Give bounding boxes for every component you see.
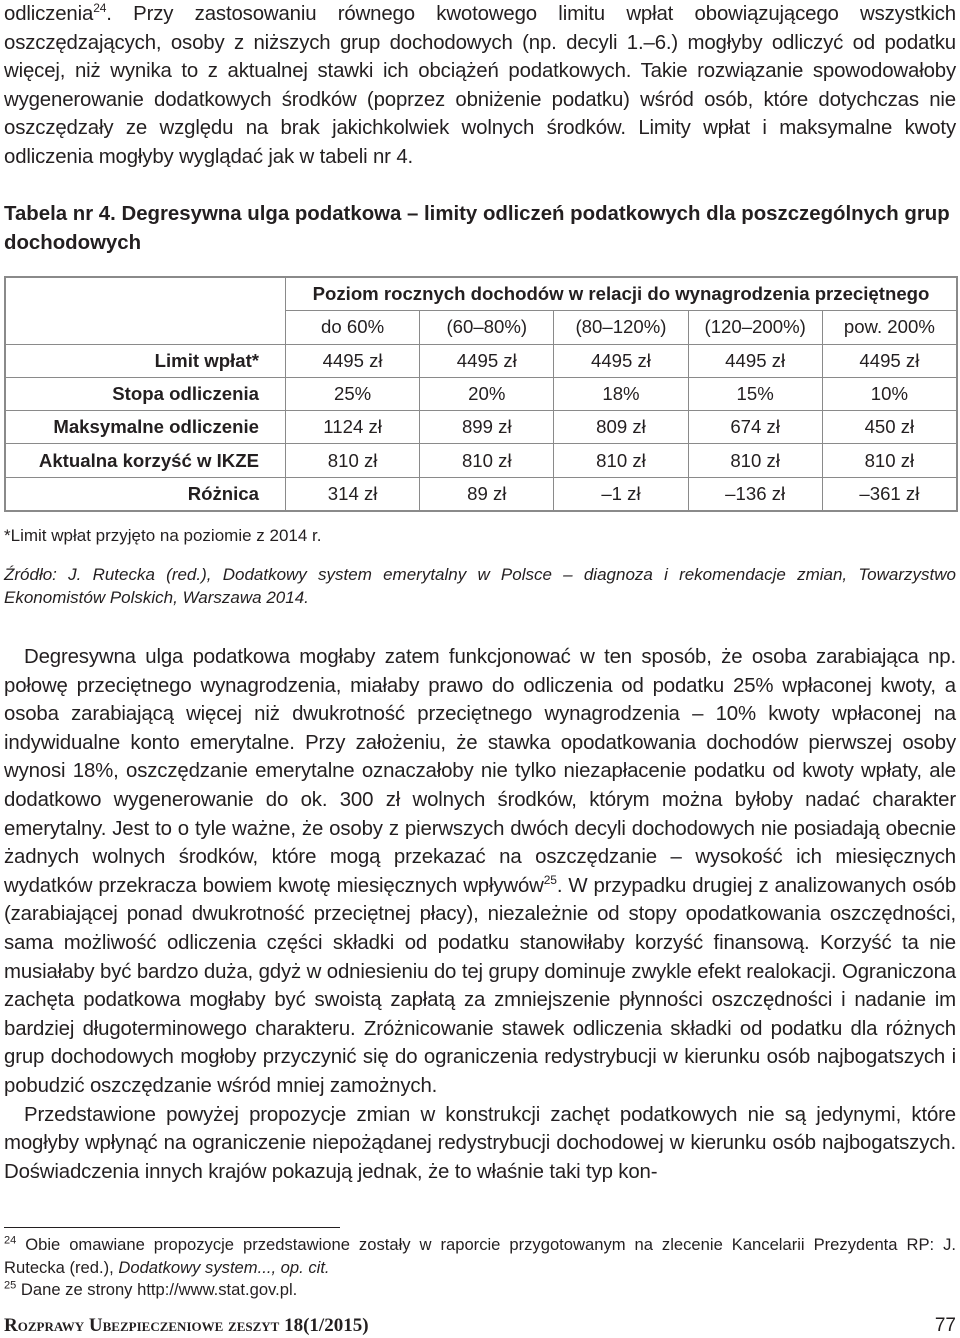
page-number: 77 bbox=[934, 1315, 956, 1336]
column-header: pow. 200% bbox=[822, 311, 956, 344]
paragraph-text: . W przypadku drugiej z analizowanych osób (zarabiającej ponad dwukrotność przeciętnej płacy), niezależnie od stopy opodatkowania oszczędności, sama możliwość odliczenia części składki od podatku stanowiłaby korzyść finansową. Korzyść ta nie musiałaby być bardzo duża, gdyż w odniesieniu do tej grupy dominuje zwykle efekt realokacji. Ograniczona zachęta podatkowa mogłaby być swoistą zapłatą za zmniejszenie płynności oszczędności i nadanie im bardziej długoterminowego charakteru. Zróżnicowanie stawek odliczenia składki od podatku dla różnych grup dochodowych mogłoby przyczynić się do ograniczenia redystrybucji w kierunku osób najbogatszych i pobudzić oszczędzanie wśród mniej zamożnych. bbox=[4, 874, 957, 1097]
table-cell: 10% bbox=[822, 377, 956, 410]
table-row bbox=[6, 377, 957, 410]
paragraph-text: Degresywna ulga podatkowa mogłaby zatem funkcjonować w ten sposób, że osoba zarabiająca np. połowę przeciętnego wynagrodzenia, miałaby prawo do odliczenia od podatku 25% wpłaconej kwoty, a osoba zarabiającą więcej niż dwukrotność przeciętnego wynagrodzenia – 10% kwoty wpłaconej na indywidualne konto emerytalne. Przy założeniu, że stawka opodatkowania dochodów pierwszej osoby wynosi 18%, oszczędzanie emerytalne oznaczałoby nie tylko niezapłacenie podatku od kwoty wpłaty, ale dodatkowo wygenerowanie do ok. 300 zł wolnych środków, którym można byłoby nadać charakter emerytalny. Jest to o tyle ważne, że osoby z pierwszych dwóch decyli dochodowych nie posiadają obecnie żadnych wolnych środków, które mogą przekazać na oszczędzanie – wysokość ich miesięcznych wydatków przekracza bowiem kwotę miesięcznych wpływów bbox=[4, 646, 956, 897]
table-cell: 450 zł bbox=[822, 411, 956, 444]
empty-corner-cell bbox=[6, 278, 286, 345]
footnote-divider bbox=[4, 1227, 340, 1228]
table-cell: 4495 zł bbox=[286, 344, 420, 377]
column-header: (60–80%) bbox=[420, 311, 554, 344]
table-cell: 809 zł bbox=[554, 411, 688, 444]
row-label: Maksymalne odliczenie bbox=[6, 411, 286, 444]
table-group-header-row bbox=[6, 278, 957, 311]
row-label: Aktualna korzyść w IKZE bbox=[6, 444, 286, 477]
running-footer bbox=[4, 1314, 956, 1338]
column-header: (120–200%) bbox=[688, 311, 822, 344]
table-cell: 810 zł bbox=[822, 444, 956, 477]
paragraph-text: . Przy zastosowaniu równego kwotowego limitu wpłat obowiązującego wszystkich oszczędzających, osoby z niższych grup dochodowych (np. decyli 1.–6.) mogłyby odliczyć od podatku więcej, niż wynika to z aktualnej stawki ich obciążeń podatkowych. Takie rozwiązanie spowodowałoby wygenerowanie dodatkowych środków (poprzez obniżenie podatku) wśród osób, które dotychczas nie oszczędzały ze względu na brak jakichkolwiek wolnych środków. Limity wpłat i maksymalne kwoty odliczenia mogłyby wyglądać jak w tabeli nr 4. bbox=[4, 3, 956, 168]
footnote-24 bbox=[4, 1234, 956, 1279]
table-cell: 4495 zł bbox=[822, 344, 956, 377]
footnote-25 bbox=[4, 1279, 956, 1302]
table-row bbox=[6, 344, 957, 377]
table-cell: 89 zł bbox=[420, 477, 554, 510]
footnote-ref-25[interactable]: 25 bbox=[543, 872, 557, 887]
table-cell: 674 zł bbox=[688, 411, 822, 444]
tax-relief-table bbox=[4, 276, 958, 512]
table-row bbox=[6, 477, 957, 510]
footnote-number: 25 bbox=[4, 1279, 17, 1292]
paragraph-text: odliczenia bbox=[4, 3, 94, 25]
table-cell: 810 zł bbox=[286, 444, 420, 477]
table-cell: 314 zł bbox=[286, 477, 420, 510]
footnotes bbox=[4, 1234, 956, 1302]
table-cell: –136 zł bbox=[688, 477, 822, 510]
footnote-number: 24 bbox=[4, 1234, 17, 1247]
table-cell: –361 zł bbox=[822, 477, 956, 510]
table-cell: 18% bbox=[554, 377, 688, 410]
table-row bbox=[6, 411, 957, 444]
table-cell: 4495 zł bbox=[420, 344, 554, 377]
table-cell: 1124 zł bbox=[286, 411, 420, 444]
footnote-text: Obie omawiane propozycje przedstawione zostały w raporcie przygotowanym na zlecenie Kancelarii Prezydenta RP: J. Rutecka (red.), bbox=[4, 1235, 956, 1277]
body-text bbox=[4, 643, 956, 1186]
row-label: Różnica bbox=[6, 477, 286, 510]
table-cell: 4495 zł bbox=[554, 344, 688, 377]
row-label: Limit wpłat* bbox=[6, 344, 286, 377]
table-cell: 4495 zł bbox=[688, 344, 822, 377]
column-header: (80–120%) bbox=[554, 311, 688, 344]
table-source: Źródło: J. Rutecka (red.), Dodatkowy system emerytalny w Polsce – diagnoza i rekomendacje zmian, Towarzystwo Ekonomistów Polskich, Warszawa 2014. bbox=[4, 565, 956, 607]
table-cell: 25% bbox=[286, 377, 420, 410]
table-cell: –1 zł bbox=[554, 477, 688, 510]
body-paragraph bbox=[4, 643, 956, 1101]
footnote-ref-24[interactable]: 24 bbox=[93, 1, 107, 16]
table-caption: Tabela nr 4. Degresywna ulga podatkowa – limity odliczeń podatkowych dla poszczególnych grup dochodowych bbox=[4, 203, 950, 254]
table-cell: 810 zł bbox=[420, 444, 554, 477]
footnote-text: Dane ze strony http://www.stat.gov.pl. bbox=[20, 1280, 298, 1299]
row-label: Stopa odliczenia bbox=[6, 377, 286, 410]
table-cell: 810 zł bbox=[688, 444, 822, 477]
footnote-italic-text: Dodatkowy system..., op. cit. bbox=[118, 1257, 330, 1277]
table-cell: 899 zł bbox=[420, 411, 554, 444]
column-header: do 60% bbox=[286, 311, 420, 344]
table-cell: 15% bbox=[688, 377, 822, 410]
intro-paragraph bbox=[4, 0, 956, 172]
table-cell: 20% bbox=[420, 377, 554, 410]
income-level-header: Poziom rocznych dochodów w relacji do wynagrodzenia przeciętnego bbox=[286, 278, 957, 311]
body-paragraph: Przedstawione powyżej propozycje zmian w konstrukcji zachęt podatkowych nie są jedynymi, które mogłyby wpłynąć na ograniczenie niepożądanej redystrybucji dochodowej w kierunku osób najbogatszych. Doświadczenia innych krajów pokazują jednak, że to właśnie taki typ kon- bbox=[4, 1103, 956, 1183]
table-note: *Limit wpłat przyjęto na poziomie z 2014 r. bbox=[4, 526, 322, 545]
journal-title: Rozprawy Ubezpieczeniowe zeszyt 18(1/2015) bbox=[4, 1315, 369, 1336]
table-row bbox=[6, 444, 957, 477]
table-cell: 810 zł bbox=[554, 444, 688, 477]
